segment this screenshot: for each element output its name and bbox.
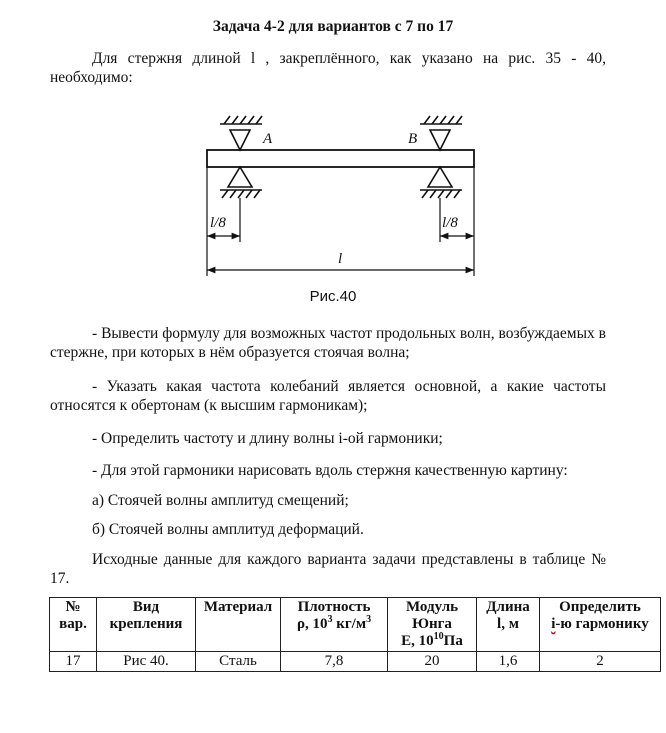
label-right-offset: l/8 bbox=[442, 215, 458, 231]
header-variant-number: № вар. bbox=[50, 598, 97, 652]
label-a: A bbox=[263, 131, 273, 147]
bottom-support-b bbox=[420, 167, 462, 198]
cell-length: 1,6 bbox=[477, 652, 540, 672]
cell-young-modulus: 20 bbox=[388, 652, 477, 672]
label-left-offset: l/8 bbox=[210, 215, 226, 231]
rod-diagram bbox=[180, 110, 500, 315]
header-length: Длина l, м bbox=[477, 598, 540, 652]
task-item-1: - Вывести формулу для возможных частот продольных волн, возбуждаемых в стержне, при которых в нём образуется стоячая волна; bbox=[50, 325, 606, 361]
header-density: Плотность ρ, $10^3$ $кг/м^3$ bbox=[281, 598, 388, 652]
label-b: B bbox=[408, 131, 418, 147]
outro-paragraph: Исходные данные для каждого варианта задачи представлены в таблице № 17. bbox=[50, 551, 606, 587]
header-mount-type: Вид крепления bbox=[97, 598, 196, 652]
task-item-4: - Для этой гармоники нарисовать вдоль стержня качественную картину: bbox=[92, 462, 568, 479]
intro-paragraph: Для стержня длиной l , закреплённого, как указано на рис. 35 - 40, необходимо: bbox=[50, 50, 606, 86]
variant-table bbox=[49, 597, 661, 672]
label-length: l bbox=[338, 251, 343, 267]
table-row bbox=[50, 652, 661, 672]
figure-caption: Рис.40 bbox=[309, 288, 357, 305]
cell-density: 7,8 bbox=[281, 652, 388, 672]
cell-variant-number: 17 bbox=[50, 652, 97, 672]
header-young-modulus: Модуль Юнга E, $10^{10}Па$ bbox=[388, 598, 477, 652]
task-item-6: б) Стоячей волны амплитуд деформаций. bbox=[92, 521, 364, 538]
header-determine-harmonic: Определить i-ю гармонику bbox=[540, 598, 661, 652]
top-support-b bbox=[420, 116, 462, 150]
problem-title: Задача 4-2 для вариантов с 7 по 17 bbox=[212, 18, 454, 35]
cell-mount-type: Рис 40. bbox=[97, 652, 196, 672]
cell-harmonic: 2 bbox=[540, 652, 661, 672]
cell-material: Сталь bbox=[196, 652, 281, 672]
task-item-3: - Определить частоту и длину волны i-ой гармоники; bbox=[92, 430, 443, 447]
task-item-5: а) Стоячей волны амплитуд смещений; bbox=[92, 492, 349, 509]
bottom-support-a bbox=[220, 167, 262, 198]
header-material: Материал bbox=[196, 598, 281, 652]
top-support-a bbox=[220, 116, 262, 150]
rod bbox=[207, 150, 474, 167]
table-header-row bbox=[50, 598, 661, 652]
task-item-2: - Указать какая частота колебаний является основной, а какие частоты относятся к обертонам (к высшим гармоникам); bbox=[50, 378, 606, 414]
